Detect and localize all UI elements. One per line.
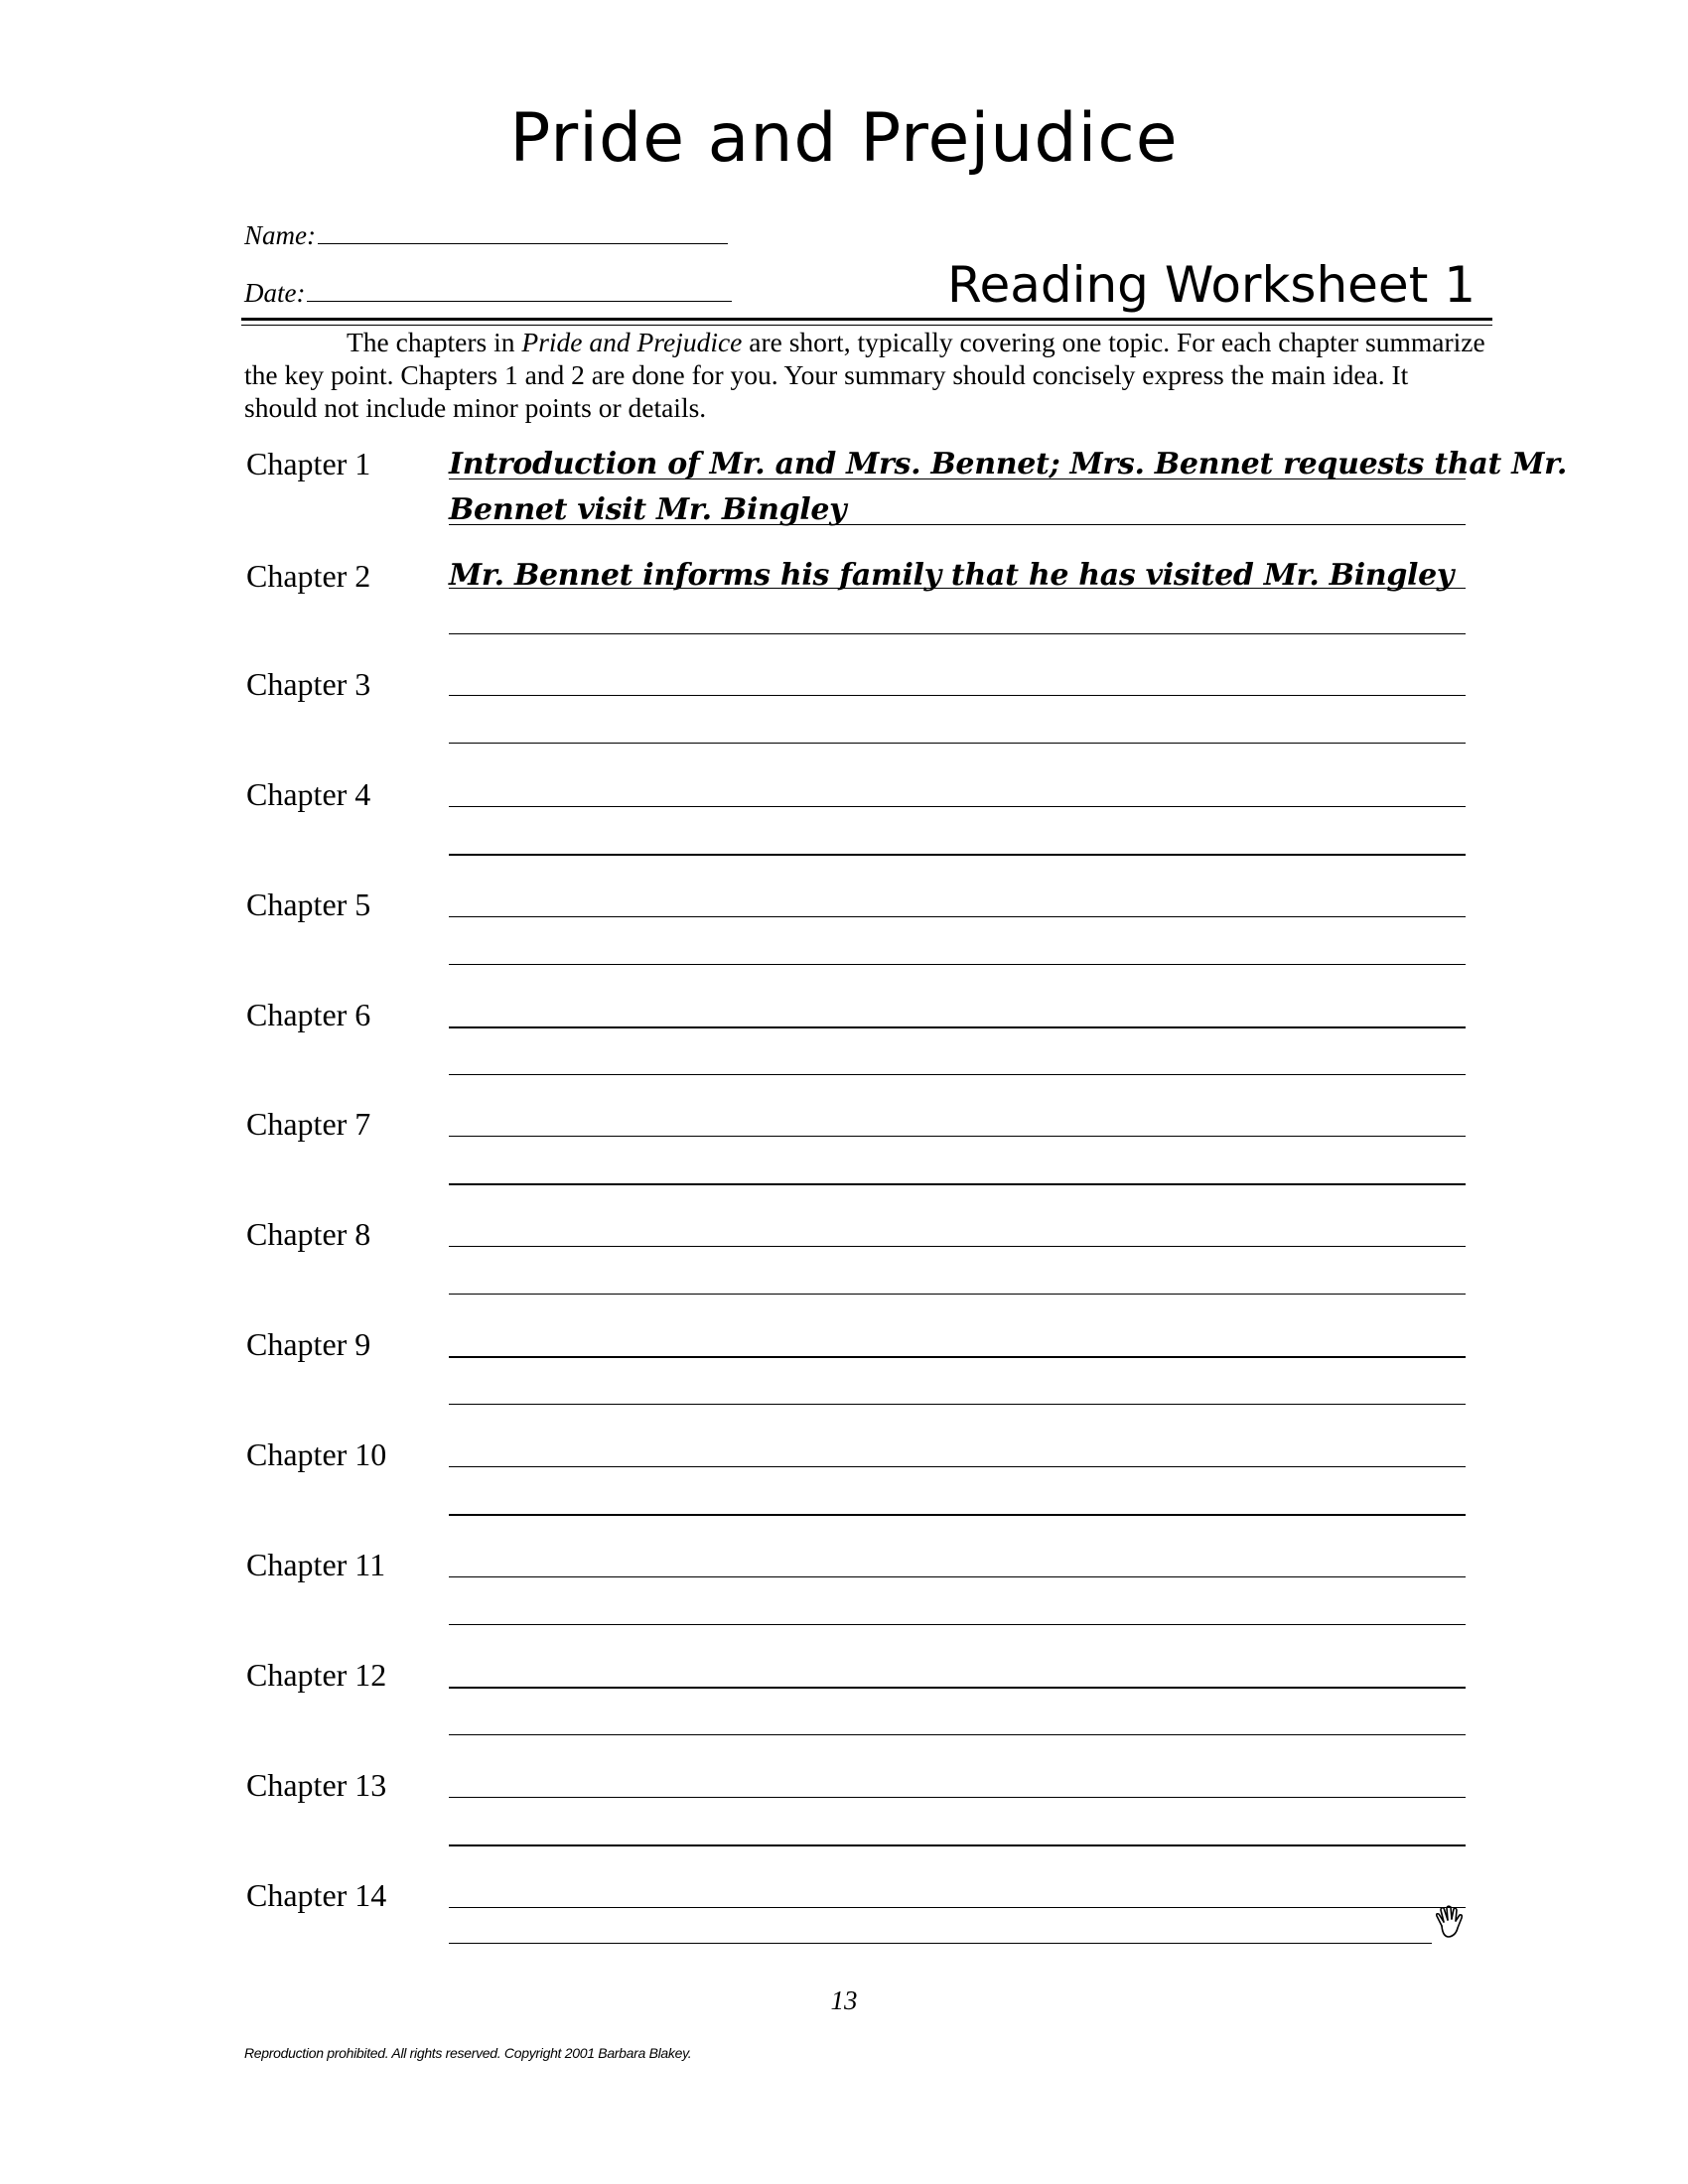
- answer-line[interactable]: [449, 1356, 1466, 1358]
- chapter-label: Chapter 10: [246, 1436, 387, 1472]
- chapter-1-answer-line1: Introduction of Mr. and Mrs. Bennet; Mrs. Bennet requests that Mr.: [449, 447, 1568, 481]
- answer-line[interactable]: [449, 1404, 1466, 1405]
- answer-line[interactable]: [449, 1294, 1466, 1295]
- answer-line[interactable]: [449, 478, 1466, 479]
- chapter-label: Chapter 8: [246, 1216, 371, 1252]
- answer-line[interactable]: [449, 1734, 1466, 1735]
- answer-line[interactable]: [449, 1844, 1466, 1846]
- date-field: [244, 278, 732, 309]
- answer-line[interactable]: [449, 1797, 1466, 1798]
- name-label: Name:: [244, 220, 316, 250]
- answer-line[interactable]: [449, 916, 1466, 917]
- chapter-label: Chapter 12: [246, 1657, 387, 1693]
- answer-line[interactable]: [449, 1183, 1466, 1185]
- answer-line[interactable]: [449, 633, 1466, 634]
- chapter-label: Chapter 13: [246, 1767, 387, 1803]
- page-title: Pride and Prejudice: [509, 99, 1179, 178]
- answer-line[interactable]: [449, 743, 1466, 744]
- worksheet-heading: Reading Worksheet 1: [946, 256, 1476, 314]
- chapter-label: Chapter 5: [246, 887, 371, 922]
- answer-line[interactable]: [449, 1246, 1466, 1247]
- answer-line[interactable]: [449, 806, 1466, 807]
- answer-line[interactable]: [449, 1466, 1466, 1467]
- answer-line[interactable]: [449, 524, 1466, 525]
- date-label: Date:: [244, 278, 306, 308]
- name-field: [244, 220, 728, 251]
- header-rule: [241, 318, 1492, 321]
- chapter-label: Chapter 9: [246, 1326, 371, 1362]
- instructions: The chapters in Pride and Prejudice are short, typically covering one topic. For each chapter summarize the key point. Chapters 1 and 2 are done for you. Your summary should concisely express the main idea. It should not include minor points or details.: [244, 327, 1485, 423]
- answer-line[interactable]: [449, 1624, 1466, 1625]
- chapter-label: Chapter 6: [246, 997, 371, 1032]
- chapter-label: Chapter 14: [246, 1877, 387, 1913]
- answer-line[interactable]: [449, 1943, 1432, 1944]
- copyright-notice: Reproduction prohibited. All rights reserved. Copyright 2001 Barbara Blakey.: [244, 2045, 692, 2061]
- chapter-label: Chapter 1: [246, 446, 371, 481]
- answer-line[interactable]: [449, 588, 1466, 589]
- chapter-label: Chapter 3: [246, 666, 371, 702]
- answer-line[interactable]: [449, 1026, 1466, 1028]
- chapter-label: Chapter 11: [246, 1547, 386, 1582]
- date-input-line[interactable]: [307, 300, 732, 302]
- answer-line[interactable]: [449, 695, 1466, 696]
- chapter-2-answer: Mr. Bennet informs his family that he has visited Mr. Bingley: [449, 558, 1455, 593]
- hand-icon: [1430, 1904, 1470, 1944]
- answer-line[interactable]: [449, 1576, 1466, 1577]
- chapter-label: Chapter 4: [246, 776, 371, 812]
- chapter-label: Chapter 2: [246, 558, 371, 594]
- answer-line[interactable]: [449, 1687, 1466, 1689]
- chapter-1-answer-line2: Bennet visit Mr. Bingley: [449, 492, 847, 527]
- answer-line[interactable]: [449, 964, 1466, 965]
- answer-line[interactable]: [449, 1514, 1466, 1516]
- chapter-label: Chapter 7: [246, 1106, 371, 1142]
- name-input-line[interactable]: [318, 242, 728, 244]
- book-title: Pride and Prejudice: [521, 327, 743, 357]
- page-number: 13: [830, 1985, 858, 2015]
- answer-line[interactable]: [449, 854, 1466, 856]
- answer-line[interactable]: [449, 1074, 1466, 1075]
- answer-line[interactable]: [449, 1907, 1466, 1908]
- answer-line[interactable]: [449, 1136, 1466, 1137]
